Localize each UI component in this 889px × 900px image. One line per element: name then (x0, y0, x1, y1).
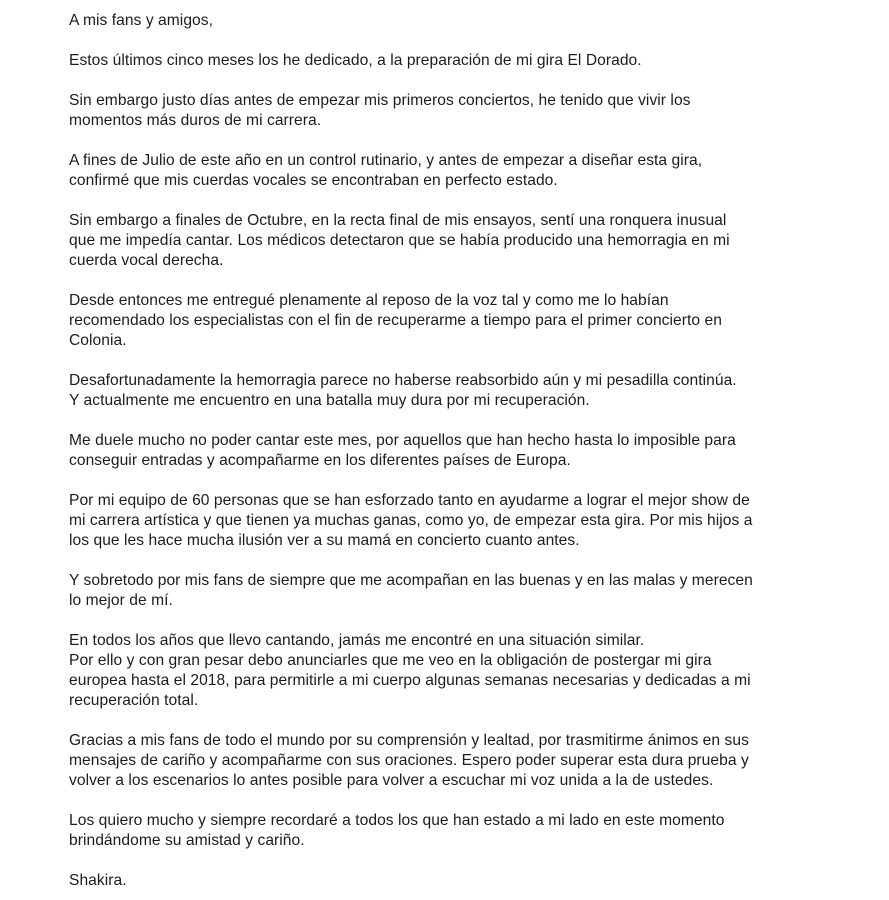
paragraph-line: brindándome su amistad y cariño. (69, 832, 305, 849)
paragraph (69, 51, 844, 71)
paragraph-line: Por ello y con gran pesar debo anunciarles que me veo en la obligación de postergar mi gira (69, 652, 712, 669)
greeting-text: A mis fans y amigos, (69, 12, 213, 29)
paragraph-line: lo mejor de mí. (69, 592, 173, 609)
paragraph-line: A fines de Julio de este año en un control rutinario, y antes de empezar a diseñar esta gira, (69, 152, 703, 169)
paragraph-line: Colonia. (69, 332, 127, 349)
letter-body (69, 11, 844, 891)
paragraph (69, 211, 844, 271)
paragraph-line: Y actualmente me encuentro en una batalla muy dura por mi recuperación. (69, 392, 590, 409)
paragraph (69, 291, 844, 351)
paragraph-line: confirmé que mis cuerdas vocales se encontraban en perfecto estado. (69, 172, 558, 189)
paragraph (69, 151, 844, 191)
paragraph (69, 571, 844, 611)
paragraph-line: Desafortunadamente la hemorragia parece no haberse reabsorbido aún y mi pesadilla continúa. (69, 372, 737, 389)
paragraph-line: Sin embargo justo días antes de empezar mis primeros conciertos, he tenido que vivir los (69, 92, 691, 109)
paragraph (69, 431, 844, 471)
paragraph-line: mi carrera artística y que tienen ya muchas ganas, como yo, de empezar esta gira. Por mis hijos a (69, 512, 753, 529)
paragraph-line: los que les hace mucha ilusión ver a su mamá en concierto cuanto antes. (69, 532, 580, 549)
paragraph-line: cuerda vocal derecha. (69, 252, 224, 269)
paragraph-line: En todos los años que llevo cantando, jamás me encontré en una situación similar. (69, 632, 645, 649)
paragraph (69, 491, 844, 551)
paragraph-line: Desde entonces me entregué plenamente al reposo de la voz tal y como me lo habían (69, 292, 669, 309)
paragraph (69, 731, 844, 791)
paragraph-line: que me impedía cantar. Los médicos detectaron que se había producido una hemorragia en mi (69, 232, 730, 249)
paragraph-line: Gracias a mis fans de todo el mundo por su comprensión y lealtad, por trasmitirme ánimos en sus (69, 732, 749, 749)
paragraph-line: volver a los escenarios lo antes posible para volver a escuchar mi voz unida a la de ustedes. (69, 772, 714, 789)
greeting (69, 11, 844, 31)
signature (69, 871, 844, 891)
signature-text: Shakira. (69, 872, 127, 889)
paragraph-line: Estos últimos cinco meses los he dedicado, a la preparación de mi gira El Dorado. (69, 52, 642, 69)
paragraph-line: recuperación total. (69, 692, 199, 709)
paragraph-line: Por mi equipo de 60 personas que se han esforzado tanto en ayudarme a lograr el mejor show de (69, 492, 750, 509)
paragraph-line: recomendado los especialistas con el fin de recuperarme a tiempo para el primer concierto en (69, 312, 722, 329)
paragraph-line: Me duele mucho no poder cantar este mes, por aquellos que han hecho hasta lo imposible para (69, 432, 736, 449)
paragraph (69, 91, 844, 131)
paragraph-line: mensajes de cariño y acompañarme con sus oraciones. Espero poder superar esta dura prueba y (69, 752, 749, 769)
paragraph-line: Sin embargo a finales de Octubre, en la recta final de mis ensayos, sentí una ronquera inusual (69, 212, 727, 229)
paragraph-line: conseguir entradas y acompañarme en los diferentes países de Europa. (69, 452, 571, 469)
paragraph-line: momentos más duros de mi carrera. (69, 112, 322, 129)
paragraph-line: Y sobretodo por mis fans de siempre que me acompañan en las buenas y en las malas y merecen (69, 572, 753, 589)
paragraph-line: europea hasta el 2018, para permitirle a mi cuerpo algunas semanas necesarias y dedicadas a mi (69, 672, 751, 689)
paragraph (69, 811, 844, 851)
paragraph (69, 371, 844, 411)
paragraph (69, 631, 844, 711)
paragraph-line: Los quiero mucho y siempre recordaré a todos los que han estado a mi lado en este momento (69, 812, 725, 829)
